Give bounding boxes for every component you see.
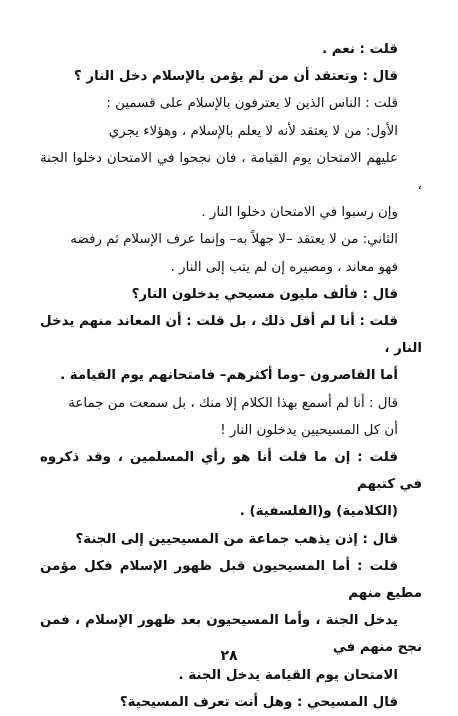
text-line: فهو معاند ، ومصيره إن لم يتب إلى النار . bbox=[170, 259, 398, 275]
text-line: أما القاصرون –وما أكثرهم– فامتحانهم يوم القيامة . bbox=[60, 368, 398, 384]
text-line: قال : أنا لم أسمع بهذا الكلام إلا منك ، بل سمعت من جماعة bbox=[68, 395, 398, 411]
paragraph bbox=[40, 308, 422, 390]
text-line: قال المسيحي : وهل أنت تعرف المسيحية؟ bbox=[119, 694, 398, 710]
text-line: الأول: من لا يعتقد لأنه لا يعلم بالإسلام ، وهؤلاء يجري bbox=[108, 123, 398, 139]
text-block bbox=[40, 36, 422, 716]
paragraph bbox=[40, 226, 422, 280]
text-line: أن كل المسيحيين يدخلون النار ! bbox=[220, 422, 398, 438]
text-line: قلت : إن ما قلت أنا هو رأي المسلمين ، وقد ذكروه في كتبهم bbox=[40, 450, 422, 493]
paragraph bbox=[40, 36, 422, 63]
text-line: يدخل الجنة ، وأما المسيحيون بعد ظهور الإسلام ، فمن نجح منهم في bbox=[40, 613, 422, 656]
paragraph bbox=[40, 390, 422, 444]
text-line: الامتحان يوم القيامة يدخل الجنة . bbox=[178, 667, 398, 683]
paragraph bbox=[40, 90, 422, 117]
page-number: ٢٨ bbox=[220, 648, 238, 664]
text-line: قال : فألف مليون مسيحي يدخلون النار؟ bbox=[131, 286, 398, 302]
paragraph bbox=[40, 526, 422, 553]
text-line: قال : إذن يذهب جماعة من المسيحيين إلى الجنة؟ bbox=[75, 531, 398, 547]
paragraph bbox=[40, 553, 422, 689]
text-line: قلت : أما المسيحيون قبل ظهور الإسلام فكل مؤمن مطيع منهم bbox=[40, 558, 422, 602]
paragraph bbox=[40, 444, 422, 526]
text-line: عليهم الامتحان يوم القيامة ، فان نجحوا في الامتحان دخلوا الجنة ، bbox=[40, 150, 422, 194]
paragraph bbox=[40, 281, 422, 308]
text-line: قال : وتعتقد أن من لم يؤمن بالإسلام دخل النار ؟ bbox=[73, 69, 398, 85]
text-line: الثاني: من لا يعتقد –لا جهلاً به– وإنما عرف الإسلام ثم رفضه bbox=[70, 232, 398, 248]
paragraph bbox=[40, 689, 422, 716]
text-line: قلت : الناس الذين لا يعترفون بالإسلام على قسمين : bbox=[106, 96, 398, 112]
paragraph bbox=[40, 63, 422, 90]
text-line: (الكلامية) و(الفلسفية) . bbox=[239, 504, 398, 520]
text-line: قلت : نعم . bbox=[322, 42, 398, 57]
text-line: قلت : أنا لم أقل ذلك ، بل قلت : أن المعاند منهم يدخل النار ، bbox=[40, 314, 422, 357]
paragraph bbox=[40, 118, 422, 227]
text-line: وإن رسبوا في الامتحان دخلوا النار . bbox=[201, 205, 398, 221]
